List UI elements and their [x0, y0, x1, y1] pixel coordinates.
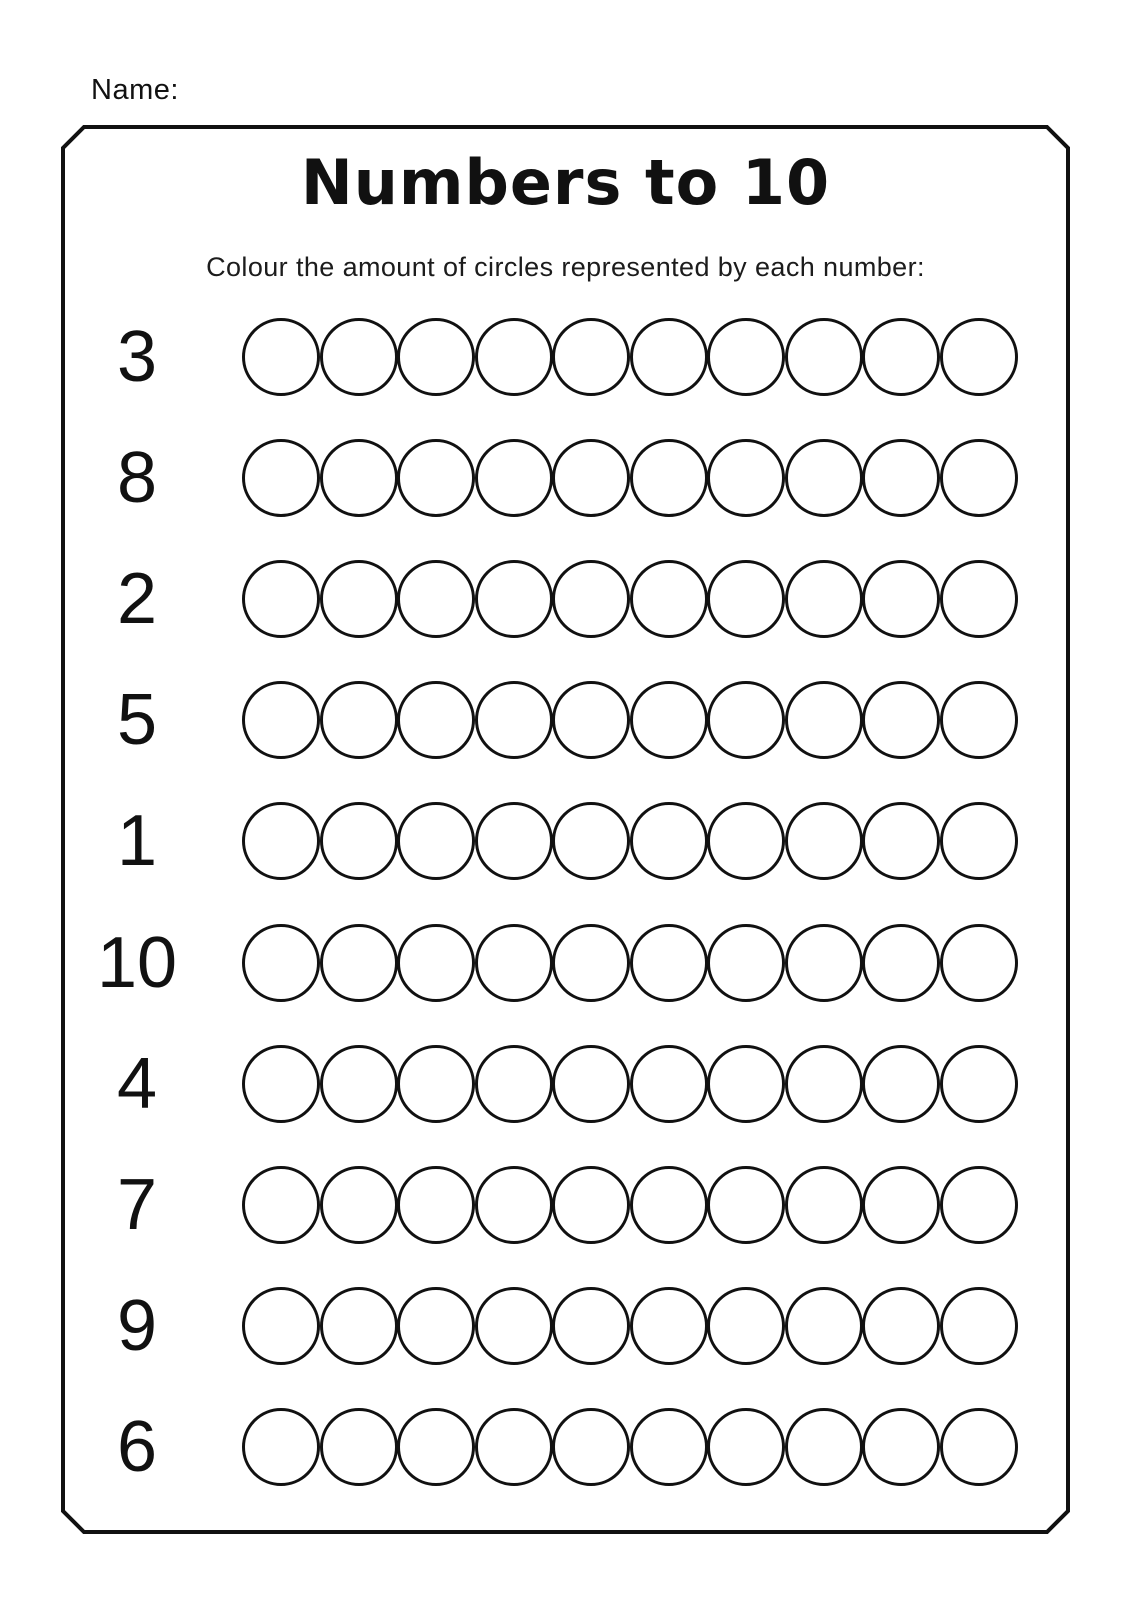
colourable-circle[interactable] — [940, 1287, 1018, 1365]
page-title: Numbers to 10 — [300, 146, 831, 219]
colourable-circle[interactable] — [940, 1166, 1018, 1244]
colourable-circle[interactable] — [785, 439, 863, 517]
row-number-label: 2 — [116, 559, 158, 640]
colourable-circle[interactable] — [940, 681, 1018, 759]
colourable-circle[interactable] — [862, 1408, 940, 1486]
number-row — [0, 1045, 1131, 1123]
colourable-circle[interactable] — [475, 1287, 553, 1365]
colourable-circle[interactable] — [940, 560, 1018, 638]
colourable-circle[interactable] — [707, 924, 785, 1002]
colourable-circle[interactable] — [630, 439, 708, 517]
colourable-circle[interactable] — [862, 560, 940, 638]
number-row — [0, 802, 1131, 880]
circle-strip — [242, 681, 1017, 759]
colourable-circle[interactable] — [242, 802, 320, 880]
colourable-circle[interactable] — [630, 924, 708, 1002]
colourable-circle[interactable] — [862, 318, 940, 396]
colourable-circle[interactable] — [397, 318, 475, 396]
colourable-circle[interactable] — [862, 681, 940, 759]
colourable-circle[interactable] — [707, 1408, 785, 1486]
colourable-circle[interactable] — [475, 1408, 553, 1486]
circle-strip — [242, 318, 1017, 396]
colourable-circle[interactable] — [397, 802, 475, 880]
colourable-circle[interactable] — [862, 1045, 940, 1123]
colourable-circle[interactable] — [785, 802, 863, 880]
colourable-circle[interactable] — [630, 318, 708, 396]
circle-strip — [242, 439, 1017, 517]
colourable-circle[interactable] — [242, 924, 320, 1002]
colourable-circle[interactable] — [320, 560, 398, 638]
colourable-circle[interactable] — [862, 1166, 940, 1244]
colourable-circle[interactable] — [552, 1287, 630, 1365]
row-number-label: 8 — [116, 438, 158, 519]
name-label: Name: — [91, 74, 179, 106]
number-row — [0, 318, 1131, 396]
colourable-circle[interactable] — [320, 439, 398, 517]
colourable-circle[interactable] — [630, 1166, 708, 1244]
colourable-circle[interactable] — [397, 560, 475, 638]
colourable-circle[interactable] — [707, 802, 785, 880]
row-number-label: 7 — [116, 1164, 158, 1245]
colourable-circle[interactable] — [475, 1045, 553, 1123]
colourable-circle[interactable] — [785, 1166, 863, 1244]
colourable-circle[interactable] — [475, 1166, 553, 1244]
number-row — [0, 1166, 1131, 1244]
colourable-circle[interactable] — [242, 1408, 320, 1486]
colourable-circle[interactable] — [397, 1408, 475, 1486]
colourable-circle[interactable] — [707, 560, 785, 638]
colourable-circle[interactable] — [242, 1287, 320, 1365]
colourable-circle[interactable] — [862, 802, 940, 880]
colourable-circle[interactable] — [630, 1045, 708, 1123]
colourable-circle[interactable] — [242, 318, 320, 396]
row-number-label: 9 — [116, 1285, 158, 1366]
colourable-circle[interactable] — [397, 924, 475, 1002]
colourable-circle[interactable] — [475, 802, 553, 880]
colourable-circle[interactable] — [940, 1045, 1018, 1123]
colourable-circle[interactable] — [552, 560, 630, 638]
colourable-circle[interactable] — [475, 681, 553, 759]
colourable-circle[interactable] — [397, 681, 475, 759]
colourable-circle[interactable] — [940, 439, 1018, 517]
colourable-circle[interactable] — [397, 1166, 475, 1244]
colourable-circle[interactable] — [630, 1287, 708, 1365]
colourable-circle[interactable] — [320, 318, 398, 396]
number-row — [0, 439, 1131, 517]
colourable-circle[interactable] — [785, 681, 863, 759]
colourable-circle[interactable] — [785, 924, 863, 1002]
colourable-circle[interactable] — [862, 924, 940, 1002]
colourable-circle[interactable] — [320, 1287, 398, 1365]
number-row — [0, 681, 1131, 759]
colourable-circle[interactable] — [242, 1166, 320, 1244]
colourable-circle[interactable] — [707, 681, 785, 759]
colourable-circle[interactable] — [397, 1045, 475, 1123]
colourable-circle[interactable] — [552, 681, 630, 759]
colourable-circle[interactable] — [940, 318, 1018, 396]
number-row — [0, 560, 1131, 638]
colourable-circle[interactable] — [320, 1045, 398, 1123]
colourable-circle[interactable] — [940, 802, 1018, 880]
colourable-circle[interactable] — [707, 1166, 785, 1244]
colourable-circle[interactable] — [785, 1045, 863, 1123]
colourable-circle[interactable] — [785, 1408, 863, 1486]
circle-strip — [242, 802, 1017, 880]
colourable-circle[interactable] — [630, 1408, 708, 1486]
row-number-label: 4 — [116, 1043, 158, 1124]
colourable-circle[interactable] — [630, 681, 708, 759]
colourable-circle[interactable] — [630, 802, 708, 880]
number-row — [0, 1287, 1131, 1365]
row-number-label: 10 — [96, 922, 178, 1003]
colourable-circle[interactable] — [707, 318, 785, 396]
instruction-text: Colour the amount of circles represented by each number: — [206, 252, 925, 282]
colourable-circle[interactable] — [552, 924, 630, 1002]
circle-strip — [242, 924, 1017, 1002]
colourable-circle[interactable] — [552, 1045, 630, 1123]
colourable-circle[interactable] — [552, 439, 630, 517]
colourable-circle[interactable] — [785, 1287, 863, 1365]
colourable-circle[interactable] — [320, 924, 398, 1002]
circle-strip — [242, 1045, 1017, 1123]
colourable-circle[interactable] — [552, 318, 630, 396]
colourable-circle[interactable] — [242, 439, 320, 517]
colourable-circle[interactable] — [552, 1166, 630, 1244]
circle-strip — [242, 1166, 1017, 1244]
row-number-label: 3 — [116, 317, 158, 397]
number-row — [0, 1408, 1131, 1486]
colourable-circle[interactable] — [475, 318, 553, 396]
colourable-circle[interactable] — [397, 439, 475, 517]
colourable-circle[interactable] — [320, 1166, 398, 1244]
colourable-circle[interactable] — [940, 1408, 1018, 1486]
row-number-label: 6 — [116, 1406, 158, 1487]
colourable-circle[interactable] — [475, 924, 553, 1002]
colourable-circle[interactable] — [552, 802, 630, 880]
colourable-circle[interactable] — [397, 1287, 475, 1365]
colourable-circle[interactable] — [320, 681, 398, 759]
number-row — [0, 924, 1131, 1002]
circle-strip — [242, 560, 1017, 638]
row-number-label: 5 — [116, 680, 158, 761]
colourable-circle[interactable] — [242, 560, 320, 638]
row-number-label: 1 — [116, 801, 158, 882]
colourable-circle[interactable] — [242, 1045, 320, 1123]
colourable-circle[interactable] — [862, 1287, 940, 1365]
colourable-circle[interactable] — [552, 1408, 630, 1486]
colourable-circle[interactable] — [940, 924, 1018, 1002]
colourable-circle[interactable] — [707, 1045, 785, 1123]
colourable-circle[interactable] — [630, 560, 708, 638]
colourable-circle[interactable] — [242, 681, 320, 759]
colourable-circle[interactable] — [785, 560, 863, 638]
colourable-circle[interactable] — [785, 318, 863, 396]
colourable-circle[interactable] — [320, 1408, 398, 1486]
circle-strip — [242, 1408, 1017, 1486]
circle-strip — [242, 1287, 1017, 1365]
colourable-circle[interactable] — [707, 1287, 785, 1365]
colourable-circle[interactable] — [320, 802, 398, 880]
colourable-circle[interactable] — [707, 439, 785, 517]
colourable-circle[interactable] — [475, 439, 553, 517]
colourable-circle[interactable] — [862, 439, 940, 517]
colourable-circle[interactable] — [475, 560, 553, 638]
